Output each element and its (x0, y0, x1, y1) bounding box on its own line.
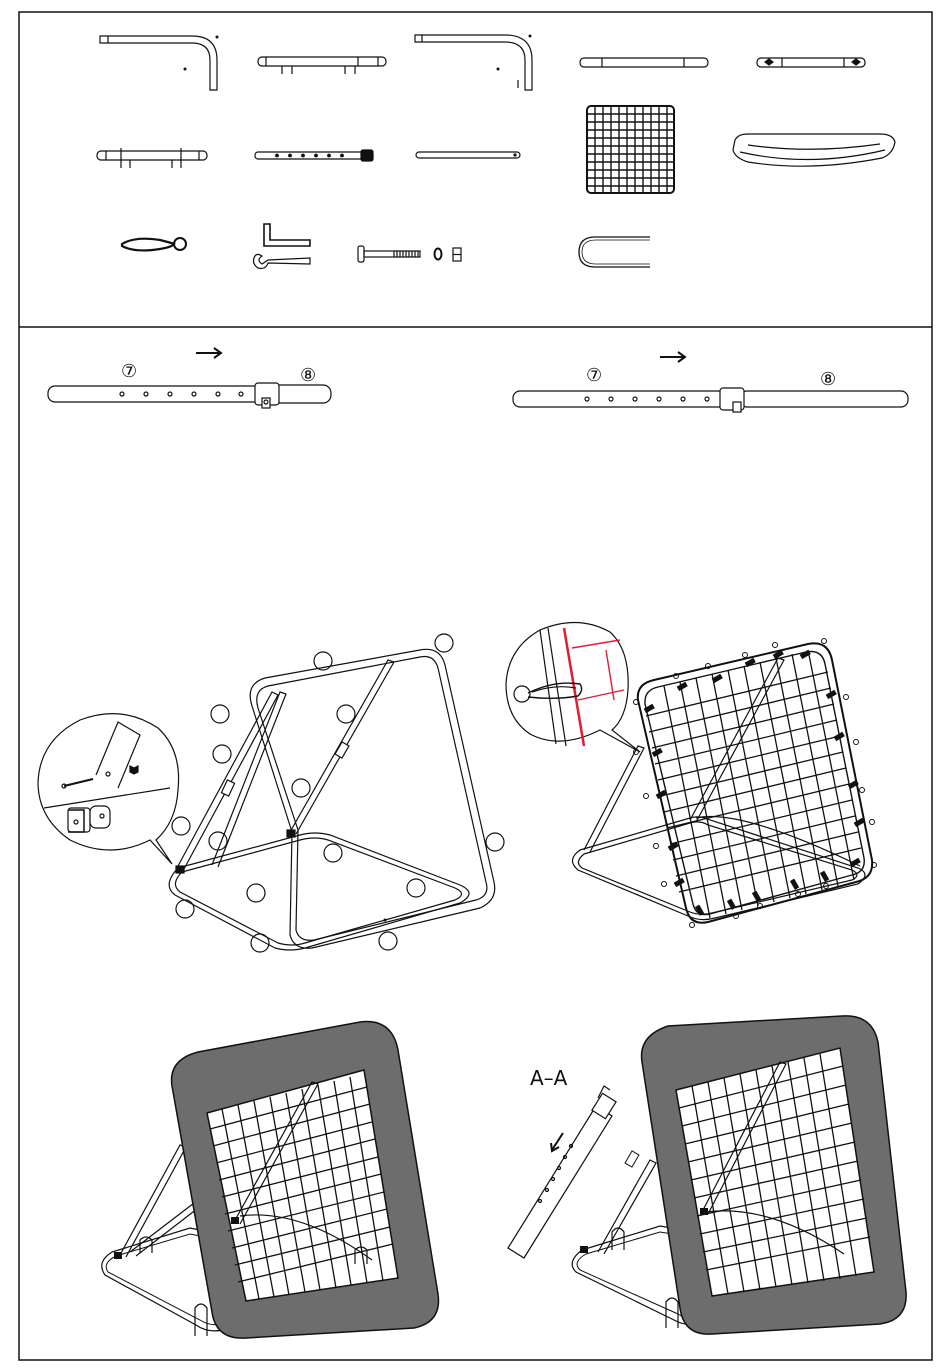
pad-fitted-step (102, 1022, 439, 1339)
pad-fitted-upright (580, 1016, 906, 1334)
part-8-label-extended: ⑧ (820, 369, 837, 390)
bungee-balls (634, 639, 877, 928)
adjust-tube-extended (513, 352, 908, 412)
thin-tube-part (416, 152, 520, 158)
tube-with-four-studs-part (97, 148, 207, 168)
frame-pad-part (733, 134, 895, 166)
parts-panel (97, 35, 895, 268)
frame-assembly-step (38, 634, 504, 952)
bent-tube-right-part (415, 35, 532, 90)
tube-with-two-studs-part (258, 57, 386, 74)
part-8-label: ⑧ (300, 365, 317, 386)
straight-tube-part (580, 58, 708, 67)
adjustable-tube-part (255, 150, 373, 161)
short-tube-with-bolt-part (757, 58, 865, 67)
bungee-cord-part (122, 238, 186, 250)
u-stake-part (579, 237, 650, 267)
bungee-detail-callout (506, 622, 640, 752)
bolt-detail-callout (38, 714, 179, 864)
adjust-tube-step (48, 348, 908, 412)
part-7-label: ⑦ (121, 361, 138, 382)
net-grid-part (587, 106, 674, 193)
bolt-washer-nut-part (358, 246, 461, 262)
bent-tube-left-part (100, 36, 218, 90)
part-7-label-extended: ⑦ (586, 365, 603, 386)
attach-net-step (506, 622, 877, 927)
adjust-tube-retracted (48, 348, 331, 408)
section-tube (508, 1086, 616, 1258)
tools-part (254, 224, 311, 268)
section-view-label: A–A (530, 1066, 568, 1090)
